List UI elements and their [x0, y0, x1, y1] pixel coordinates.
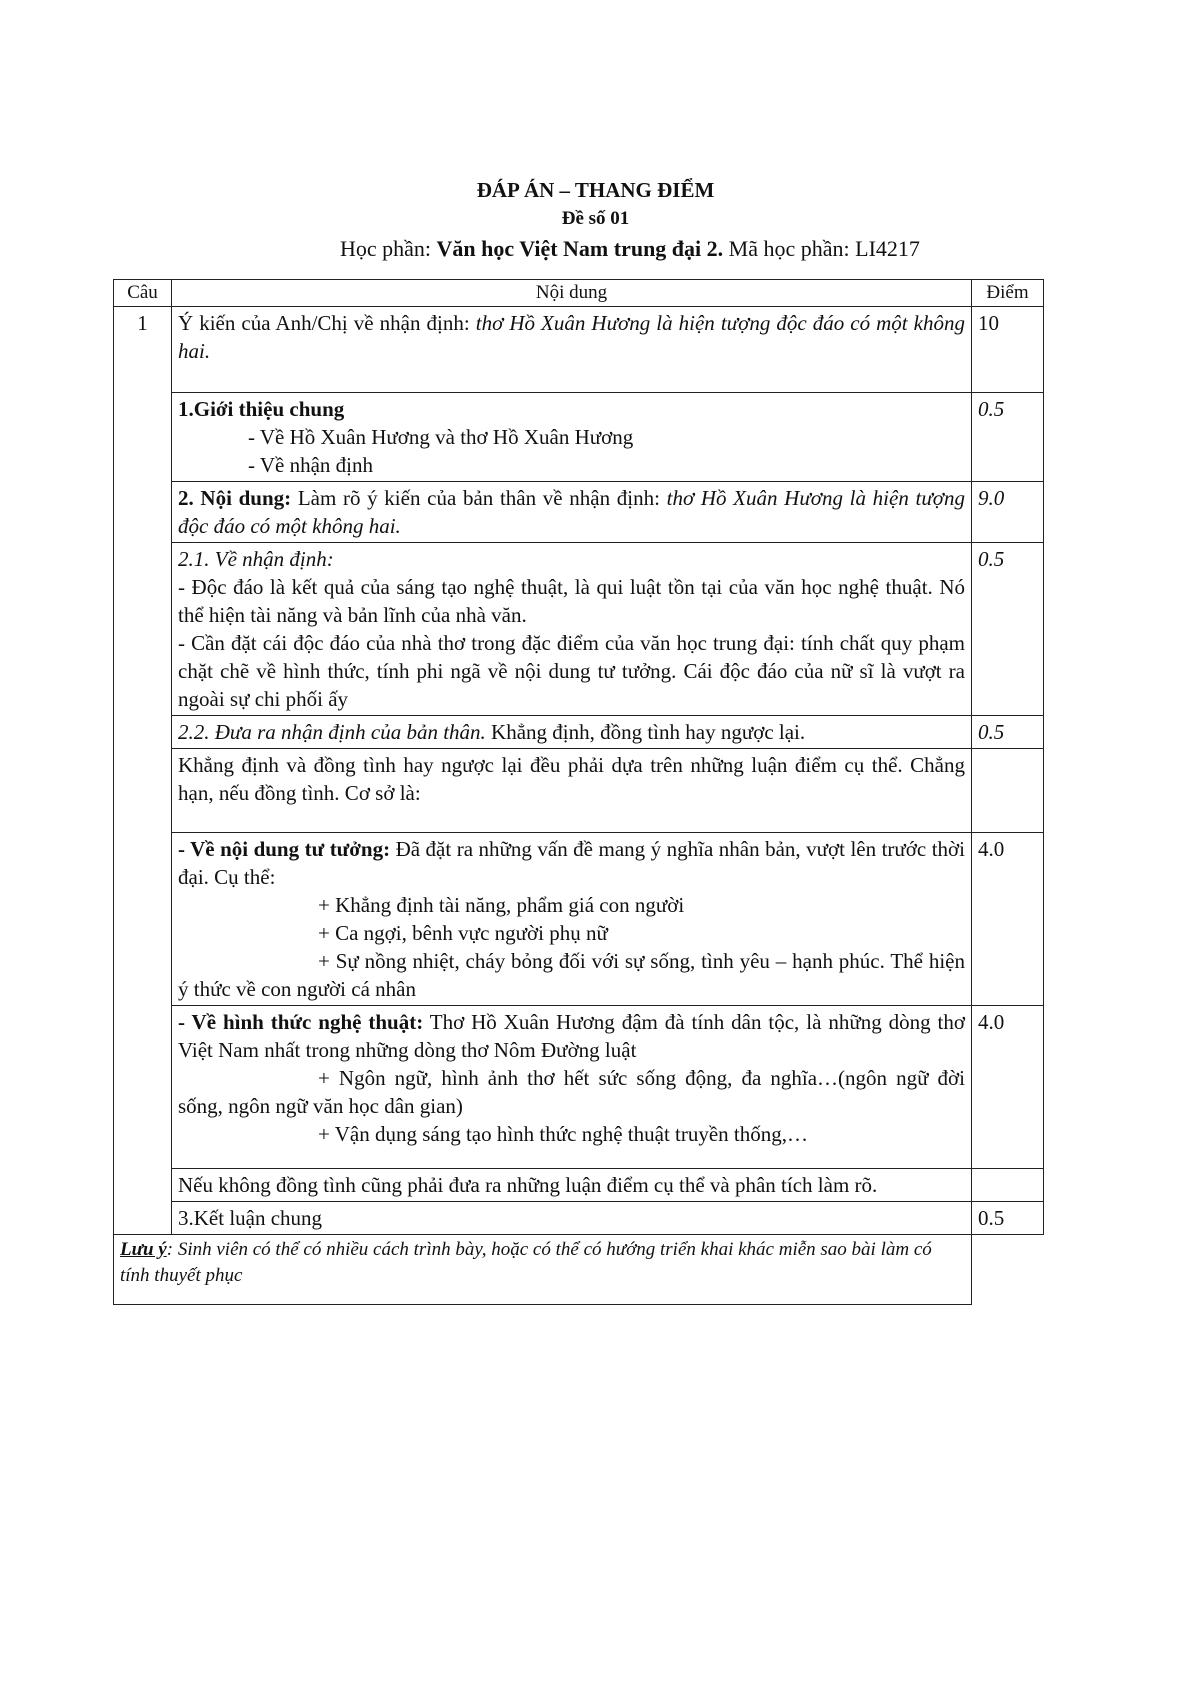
form-plain: Thơ Hồ Xuân Hương đậm đà tính dân tộc, là những dòng thơ Việt Nam nhất trong những dòng thơ Nôm Đường luật — [178, 1010, 965, 1062]
sub-22-plain: Khẳng định, đồng tình hay ngược lại. — [485, 720, 806, 744]
form-score: 4.0 — [972, 1006, 1044, 1169]
form-row — [114, 1006, 1044, 1169]
form-item: + Vận dụng sáng tạo hình thức nghệ thuật truyền thống,… — [318, 1122, 809, 1146]
sub-21-paragraph: - Cần đặt cái độc đáo của nhà thơ trong đặc điểm của văn học trung đại: tính chất quy phạm chặt chẽ về hình thức, tính phi ngã về nội dung tư tưởng. Cái độc đáo của nữ sĩ là vượt ra ngoài sự chi phối ấy — [178, 631, 965, 711]
sub-22-score: 0.5 — [972, 716, 1044, 749]
content-score: 9.0 — [972, 482, 1044, 543]
note-label: Lưu ý — [120, 1239, 167, 1260]
sub-21-title: 2.1. Về nhận định: — [178, 547, 334, 571]
col-score-header: Điểm — [972, 280, 1044, 307]
question-plain: Ý kiến của Anh/Chị về nhận định: — [178, 311, 476, 335]
sub-22-row — [114, 716, 1044, 749]
thought-cell — [172, 833, 972, 1006]
intro-score: 0.5 — [972, 393, 1044, 482]
answer-table — [113, 279, 1044, 1305]
content-plain: Làm rõ ý kiến của bản thân về nhận định: — [291, 486, 667, 510]
intro-title: 1.Giới thiệu chung — [178, 397, 345, 421]
question-number: 1 — [114, 307, 172, 1235]
question-italic: thơ Hồ Xuân Hương là hiện tượng độc đáo có một không hai. — [178, 311, 965, 363]
thought-item: + Sự nồng nhiệt, cháy bỏng đối với sự sống, tình yêu – hạnh phúc. Thể hiện ý thức về con người cá nhân — [178, 949, 965, 1001]
content-row — [114, 482, 1044, 543]
content-italic: thơ Hồ Xuân Hương là hiện tượng độc đáo có một không hai. — [178, 486, 965, 538]
question-score: 10 — [972, 307, 1044, 393]
intro-cell — [172, 393, 972, 482]
basis-text: Khẳng định và đồng tình hay ngược lại đều phải dựa trên những luận điểm cụ thể. Chẳng hạn, nếu đồng tình. Cơ sở là: — [172, 749, 972, 833]
col-question-header: Câu — [114, 280, 172, 307]
sub-22-cell — [172, 716, 972, 749]
form-cell — [172, 1006, 972, 1169]
question-row — [114, 307, 1044, 393]
exam-number: Đề số 01 — [561, 208, 630, 229]
question-text — [172, 307, 972, 393]
intro-item: - Về Hồ Xuân Hương và thơ Hồ Xuân Hương — [248, 425, 634, 449]
note-row — [114, 1235, 1044, 1305]
conclusion-row — [114, 1202, 1044, 1235]
col-content-header: Nội dung — [172, 280, 972, 307]
course-label: Học phần: — [340, 236, 437, 261]
disagree-text: Nếu không đồng tình cũng phải đưa ra những luận điểm cụ thể và phân tích làm rõ. — [172, 1169, 972, 1202]
intro-row — [114, 393, 1044, 482]
note-text: : Sinh viên có thể có nhiều cách trình bày, hoặc có thể có hướng triển khai khác miễn sao bài làm có tính thuyết phục — [120, 1239, 932, 1286]
thought-row — [114, 833, 1044, 1006]
document-title: ĐÁP ÁN – THANG ĐIỂM — [476, 178, 715, 202]
thought-title: - Về nội dung tư tưởng: — [178, 837, 391, 861]
sub-21-paragraph: - Độc đáo là kết quả của sáng tạo nghệ thuật, là qui luật tồn tại của văn học nghệ thuật. Nó thể hiện tài năng và bản lĩnh của nhà văn. — [178, 575, 965, 627]
sub-21-row — [114, 543, 1044, 716]
sub-21-score: 0.5 — [972, 543, 1044, 716]
course-code: Mã học phần: LI4217 — [723, 236, 920, 261]
conclusion-score: 0.5 — [972, 1202, 1044, 1235]
intro-item: - Về nhận định — [248, 453, 374, 477]
content-title: 2. Nội dung: — [178, 486, 292, 510]
form-item: + Ngôn ngữ, hình ảnh thơ hết sức sống động, đa nghĩa…(ngôn ngữ đời sống, ngôn ngữ văn học dân gian) — [178, 1066, 965, 1118]
disagree-score — [972, 1169, 1044, 1202]
content-cell — [172, 482, 972, 543]
thought-item: + Ca ngợi, bênh vực người phụ nữ — [318, 921, 608, 945]
sub-21-cell — [172, 543, 972, 716]
table-header-row — [114, 280, 1044, 307]
thought-score: 4.0 — [972, 833, 1044, 1006]
basis-row — [114, 749, 1044, 833]
course-name: Văn học Việt Nam trung đại 2. — [436, 236, 724, 261]
conclusion-title: 3.Kết luận chung — [172, 1202, 972, 1235]
note-cell — [114, 1235, 972, 1305]
sub-22-italic: 2.2. Đưa ra nhận định của bản thân. — [178, 720, 486, 744]
disagree-row — [114, 1169, 1044, 1202]
basis-score — [972, 749, 1044, 833]
thought-item: + Khẳng định tài năng, phẩm giá con người — [318, 893, 685, 917]
course-line — [340, 236, 920, 262]
form-title: - Về hình thức nghệ thuật: — [178, 1010, 424, 1034]
thought-plain: Đã đặt ra những vấn đề mang ý nghĩa nhân bản, vượt lên trước thời đại. Cụ thể: — [178, 837, 965, 889]
